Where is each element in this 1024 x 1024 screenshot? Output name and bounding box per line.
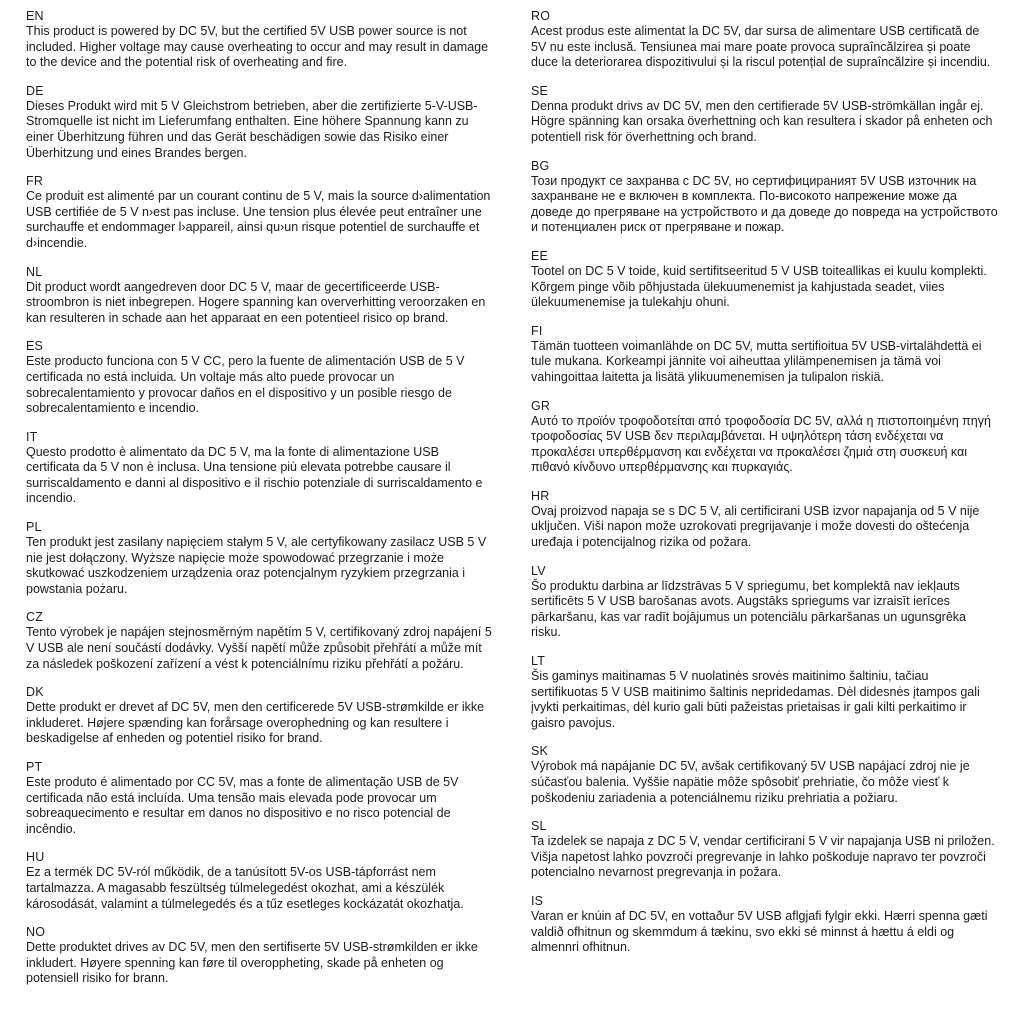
language-code-sk: SK: [531, 744, 549, 759]
language-code-is: IS: [531, 893, 544, 908]
language-code-en: EN: [26, 9, 44, 23]
language-code-it: IT: [26, 429, 38, 444]
section-nl: [26, 264, 493, 327]
language-text-nl: Dit product wordt aangedreven door DC 5 V, maar de gecertificeerde USB-stroombron is niet inbegrepen. Hogere spanning kan oververhitting veroorzaken en kan resulteren in schade aan het apparaat en een potentieel risico op brand.: [26, 279, 486, 325]
language-text-bg: Този продукт се захранва с DC 5V, но сертифицираният 5V USB източник на захранване не е включен в комплекта. По-високото напрежение може да доведе до прегряване на устройството и да доведе до повреда на устройството и потенциален риск от прегряване и пожар.: [531, 173, 998, 235]
section-pt: [26, 759, 493, 837]
language-code-hu: HU: [26, 850, 45, 865]
language-text-no: Dette produktet drives av DC 5V, men den sertifiserte 5V USB-strømkilden er ikke inkludert. Høyere spenning kan føre til overoppheting, skade på enheten og potensiell risiko for brann.: [26, 940, 478, 986]
language-code-nl: NL: [26, 264, 43, 279]
section-is: [531, 893, 998, 956]
section-ro: [531, 8, 998, 71]
language-text-cz: Tento výrobek je napájen stejnosměrným napětím 5 V, certifikovaný zdroj napájení 5 V USB ale není součástí dodávky. Vyšší napětí může způsobit přehřátí a může mít za následek poškození zařízení a vést k potenciálnímu riziku přehřátí a požáru.: [26, 625, 492, 671]
language-code-ro: RO: [531, 9, 551, 23]
language-text-dk: Dette produkt er drevet af DC 5V, men den certificerede 5V USB-strømkilde er ikke inkluderet. Højere spænding kan forårsage overophedning og kan resultere i beskadigelse af enheden og potentiel risiko for brand.: [26, 700, 485, 746]
language-text-sk: Výrobok má napájanie DC 5V, avšak certifikovaný 5V USB napájací zdroj nie je súčasťou balenia. Vyššie napätie môže spôsobiť prehriatie, čo môže viesť k poškodeniu zariadenia a potenciálnemu riziku prehriatia a požiaru.: [531, 759, 970, 805]
language-code-pl: PL: [26, 520, 42, 535]
language-code-fr: FR: [26, 174, 44, 189]
language-code-gr: GR: [531, 398, 551, 413]
language-text-ee: Tootel on DC 5 V toide, kuid sertifitseeritud 5 V USB toiteallikas ei kuulu komplekti. Kõrgem pinge võib põhjustada ülekuumenemist ja kahjustada seadet, viies ülekuumenemise ja tulekahju ohuni.: [531, 263, 987, 310]
right-column: [531, 8, 998, 999]
language-code-sl: SL: [531, 819, 547, 834]
left-column: [26, 8, 493, 999]
language-text-es: Este producto funciona con 5 V CC, pero la fuente de alimentación USB de 5 V certificada no está incluida. Un voltaje más alto puede provocar un sobrecalentamiento y provocar daños en el dispositivo y un posible riesgo de sobrecalentamiento e incendio.: [26, 354, 465, 416]
language-text-fr: Ce produit est alimenté par un courant continu de 5 V, mais la source d›alimentation USB certifiée de 5 V n›est pas incluse. Une tension plus élevée peut entraîner une surchauffe et endommager l›appareil, ainsi qu›un risque potentiel de surchauffe et d›incendie.: [26, 189, 491, 250]
language-text-se: Denna produkt drivs av DC 5V, men den certifierade 5V USB-strömkällan ingår ej. Högre spänning kan orsaka överhettning och kan resultera i skador på enheten och potentiell risk för överhettning och brand.: [531, 98, 993, 144]
section-fr: [26, 173, 493, 251]
section-dk: [26, 684, 493, 747]
section-ee: [531, 248, 998, 311]
section-fi: [531, 323, 998, 386]
language-code-es: ES: [26, 339, 44, 354]
language-code-pt: PT: [26, 760, 43, 774]
language-code-fi: FI: [531, 323, 543, 338]
section-hr: [531, 488, 998, 551]
language-text-hr: Ovaj proizvod napaja se s DC 5 V, ali certificirani USB izvor napajanja od 5 V nije uključen. Viši napon može uzrokovati pregrijavanje i može dovesti do oštećenja uređaja i potencijalnog rizika od požara.: [531, 503, 980, 550]
section-gr: [531, 398, 998, 476]
language-text-de: Dieses Produkt wird mit 5 V Gleichstrom betrieben, aber die zertifizierte 5-V-USB-Stromquelle ist nicht im Lieferumfang enthalten. Eine höhere Spannung kann zu einer Überhitzung führen und das Gerät beschädigen sowie das Risiko einer Überhitzung und eines Brandes bergen.: [26, 98, 478, 160]
language-code-lt: LT: [531, 654, 546, 669]
language-code-lv: LV: [531, 563, 546, 578]
section-de: [26, 83, 493, 161]
language-code-cz: CZ: [26, 610, 44, 625]
language-code-ee: EE: [531, 248, 549, 263]
section-sl: [531, 818, 998, 881]
language-text-pt: Este produto é alimentado por CC 5V, mas a fonte de alimentação USB de 5V certificada não está incluída. Uma tensão mais elevada pode provocar um sobreaquecimento e resultar em danos no dispositivo e no risco potencial de incêndio.: [26, 775, 459, 836]
language-text-sl: Ta izdelek se napaja z DC 5 V, vendar certificirani 5 V vir napajanja USB ni priložen. Višja napetost lahko povzroči pregrevanje in lahko poškoduje napravo ter povzroči potencialno nevarnost pregrevanja in požara.: [531, 834, 995, 880]
language-text-is: Varan er knúin af DC 5V, en vottaður 5V USB aflgjafi fylgir ekki. Hærri spenna gæti valdið ofhitnun og skemmdum á tækinu, svo ekki sé minnst á hættu á eldi og almennri ofhitnun.: [531, 908, 988, 955]
language-text-hu: Ez a termék DC 5V-ról működik, de a tanúsított 5V-os USB-tápforrást nem tartalmazza. A magasabb feszültség túlmelegedést okozhat, ami a készülék károsodását, valamint a túlmelegedés és a tűz esetleges kockázatát okozhatja.: [26, 865, 464, 911]
section-lv: [531, 563, 998, 641]
language-text-en: This product is powered by DC 5V, but the certified 5V USB power source is not included. Higher voltage may cause overheating to occur and may result in damage to the device and the potential risk of overheating and fire.: [26, 24, 489, 70]
language-code-bg: BG: [531, 158, 550, 173]
language-text-lt: Šis gaminys maitinamas 5 V nuolatinės srovės maitinimo šaltiniu, tačiau sertifikuotas 5 V USB maitinimo šaltinis nepridedamas. Dėl didesnės įtampos gali įvykti perkaitimas, dėl kurio gali būti pažeistas prietaisas ir gali kilti perkaitimo ir gaisro pavojus.: [531, 669, 980, 730]
language-code-dk: DK: [26, 685, 44, 700]
language-text-lv: Šo produktu darbina ar līdzstrāvas 5 V spriegumu, bet komplektā nav iekļauts sertificēts 5 V USB barošanas avots. Augstāks spriegums var izraisīt ierīces pārkaršanu, kas var radīt bojājumus un potenciālu pārkaršanas un ugunsgrēka risku.: [531, 578, 966, 640]
section-sk: [531, 743, 998, 806]
language-code-no: NO: [26, 925, 46, 940]
section-en: [26, 8, 493, 71]
language-code-de: DE: [26, 83, 44, 98]
section-lt: [531, 653, 998, 731]
section-pl: [26, 519, 493, 597]
language-code-hr: HR: [531, 488, 550, 503]
language-text-fi: Tämän tuotteen voimanlähde on DC 5V, mutta sertifioitua 5V USB-virtalähdettä ei tule mukana. Korkeampi jännite voi aiheuttaa ylilämpenemisen ja tämä voi vahingoittaa laitetta ja lisätä ylikuumenemisen ja tulipalon riskiä.: [531, 338, 982, 384]
section-es: [26, 338, 493, 416]
section-it: [26, 429, 493, 507]
section-cz: [26, 609, 493, 672]
language-text-it: Questo prodotto è alimentato da DC 5 V, ma la fonte di alimentazione USB certificata da 5 V non è inclusa. Una tensione più elevata potrebbe causare il surriscaldamento e danni al dispositivo e il rischio potenziale di surriscaldamento e incendio.: [26, 444, 483, 506]
language-text-pl: Ten produkt jest zasilany napięciem stałym 5 V, ale certyfikowany zasilacz USB 5 V nie jest dołączony. Wyższe napięcie może spowodować przegrzanie i może skutkować uszkodzeniem urządzenia oraz potencjalnym ryzykiem przegrzania i powstania pożaru.: [26, 535, 487, 596]
section-se: [531, 83, 998, 146]
section-hu: [26, 849, 493, 912]
section-no: [26, 924, 493, 987]
language-text-gr: Αυτό το προϊόν τροφοδοτείται από τροφοδοσία DC 5V, αλλά η πιστοποιημένη πηγή τροφοδοσίας 5V USB δεν περιλαμβάνεται. Η υψηλότερη τάση ενδέχεται να προκαλέσει υπερθέρμανση και ενδέχεται να προκαλέσει ζημιά στη συσκευή και πιθανό κίνδυνο υπερθέρμανσης και πυρκαγιάς.: [531, 413, 991, 475]
section-bg: [531, 158, 998, 236]
language-code-se: SE: [531, 83, 549, 98]
language-text-ro: Acest produs este alimentat la DC 5V, dar sursa de alimentare USB certificată de 5V nu este inclusă. Tensiunea mai mare poate provoca supraîncălzirea și poate duce la deteriorarea dispozitivului și la riscul potențial de supraîncălzire și incendiu.: [531, 24, 991, 70]
